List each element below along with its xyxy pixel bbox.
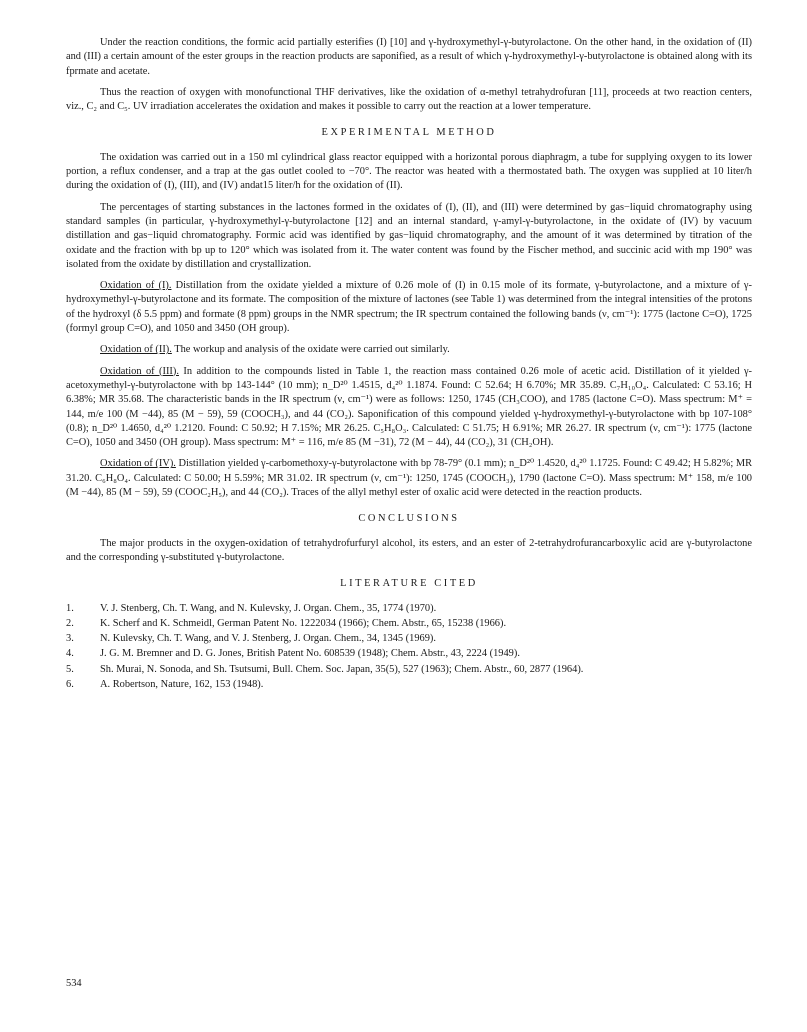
conclusions-heading: CONCLUSIONS [358, 513, 460, 525]
procedure-lead: Oxidation of (II). [100, 344, 172, 356]
document-page [66, 36, 752, 693]
reference-item [66, 647, 752, 661]
procedure-oxidation-iv [66, 457, 752, 500]
reference-number: 4. [66, 648, 74, 660]
procedure-lead: Oxidation of (I). [100, 280, 172, 292]
reference-item [66, 663, 752, 677]
reference-item [66, 678, 752, 692]
experimental-paragraph-1: The oxidation was carried out in a 150 ml cylindrical glass reactor equipped with a horizontal porous diaphragm, a tube for supplying oxygen to its lower portion, a reflux condenser, and a trap at the gas outlet cooled to −70°. The reactor was heated with a thermostated bath. The oxygen was supplied at 10 liter/h during the oxidation of (I), (III), and (IV) andat15 liter/h for the oxidation of (II). [66, 151, 752, 192]
reference-text: Sh. Murai, N. Sonoda, and Sh. Tsutsumi, Bull. Chem. Soc. Japan, 35(5), 527 (1963); Chem. Abstr., 60, 2877 (1964). [100, 663, 584, 675]
reference-number: 5. [66, 663, 74, 675]
reference-text: V. J. Stenberg, Ch. T. Wang, and N. Kulevsky, J. Organ. Chem., 35, 1774 (1970). [100, 602, 437, 614]
procedure-oxidation-ii [66, 343, 752, 357]
procedure-lead: Oxidation of (III). [100, 365, 179, 377]
reference-item [66, 632, 752, 646]
reference-text: N. Kulevsky, Ch. T. Wang, and V. J. Stenberg, J. Organ. Chem., 34, 1345 (1969). [100, 633, 436, 645]
intro-paragraph-2: Thus the reaction of oxygen with monofunctional THF derivatives, like the oxidation of α-methyl tetrahydrofuran [11], proceeds at two reaction centers, viz., C₂ and C₅. UV irradiation accelerates the oxidation and makes it possible to carry out the reaction at a lower temperature. [66, 86, 752, 113]
procedure-text: The workup and analysis of the oxidate were carried out similarly. [171, 344, 450, 356]
reference-list [66, 602, 752, 693]
reference-item [66, 617, 752, 631]
procedure-text: Distillation from the oxidate yielded a mixture of 0.26 mole of (I) in 0.15 mole of its formate, γ-butyrolactone, and a mixture of γ-hydroxymethyl-γ-butyrolactone and its formate. The composition of the mixture of lactones (see Table 1) was determined from the integral intensities of the protons of the hydroxyl (δ 5.5 ppm) and formate (8 ppm) groups in the NMR spectrum; the IR spectrum contained the following bands (ν, cm⁻¹): 1775 (lactone C=O), 1725 (formyl group C=O), and 1050 and 3450 (OH group). [66, 280, 752, 335]
reference-number: 2. [66, 617, 74, 629]
procedure-lead: Oxidation of (IV). [100, 458, 176, 470]
reference-number: 3. [66, 633, 74, 645]
procedure-oxidation-iii [66, 365, 752, 451]
experimental-paragraph-2: The percentages of starting substances in the lactones formed in the oxidates of (I), (II), and (III) were determined by gas−liquid chromatography using standard samples (in particular, γ-hydroxymethyl-γ-butyrolactone [12] and an internal standard, γ-amyl-γ-butyrolactone, in the oxidate of (IV) by vacuum distillation and gas−liquid chromatography. Formic acid was identified by gas−liquid chromatography, and the amount of it was determined by titration of the oxidate and the fraction with bp up to 120° which was isolated from it. The water content was found by the Fischer method, and succinic acid with mp 190° was isolated from the oxidate by distillation and crystallization. [66, 201, 752, 270]
reference-number: 6. [66, 678, 74, 690]
reference-text: J. G. M. Bremner and D. G. Jones, British Patent No. 608539 (1948); Chem. Abstr., 43, 2224 (1949). [100, 648, 520, 660]
page-number: 534 [66, 978, 82, 989]
reference-number: 1. [66, 602, 74, 614]
procedure-text: Distillation yielded γ-carbomethoxy-γ-butyrolactone with bp 78-79° (0.1 mm); n_D²⁰ 1.4520, d₄²⁰ 1.1725. Found: C 49.42; H 5.82%; MR 31.20. C₆H₈O₄. Calculated: C 50.00; H 5.59%; MR 31.02. IR spectrum (ν, cm⁻¹): 1250, 1745 (COOCH₃), 1790 (lactone C=O). Mass spectrum: M⁺ 158, m/e 100 (M −44), 85 (M − 59), 59 (COOC₂H₅), and 44 (CO₂). Traces of the allyl methyl ester of oxalic acid were detected in the reaction products. [66, 458, 752, 499]
experimental-heading: EXPERIMENTAL METHOD [321, 127, 497, 139]
procedure-text: In addition to the compounds listed in Table 1, the reaction mass contained 0.26 mole of acetic acid. Distillation of it yielded γ-acetoxymethyl-γ-butyrolactone with bp 143-144° (10 mm); n_D²⁰ 1.4515, d₄²⁰ 1.1874. Found: C 52.64; H 6.70%; MR 35.89. C₇H₁₀O₄. Calculated: C 53.16; H 6.38%; MR 35.68. The characteristic bands in the IR spectrum (ν, cm⁻¹) were as follows: 1250, 1745 (CH₃COO), and 1785 (lactone C=O). Mass spectrum: M⁺ = 144, m/e 100 (M −44), 85 (M − 59), 59 (COOCH₃), and 44 (CO₂). Saponification of this compound yielded γ-hydroxymethyl-γ-butyrolactone with bp 107-108° (0.8); n_D²⁰ 1.4650, d₄²⁰ 1.2120. Found: C 50.92; H 7.15%; MR 26.25. C₅H₈O₃. Calculated: C 51.75; H 6.91%; MR 26.27. IR spectrum (ν, cm⁻¹): 1775 (lactone C=O), 1050 and 3450 (OH group). Mass spectrum: M⁺ = 116, m/e 85 (M −31), 72 (M − 44), 44 (CO₂), 31 (CH₂OH). [66, 365, 752, 449]
reference-text: A. Robertson, Nature, 162, 153 (1948). [100, 678, 264, 690]
reference-text: K. Scherf and K. Schmeidl, German Patent No. 1222034 (1966); Chem. Abstr., 65, 15238 (1966). [100, 617, 507, 629]
conclusions-paragraph: The major products in the oxygen-oxidation of tetrahydrofurfuryl alcohol, its esters, and an ester of 2-tetrahydrofurancarboxylic acid are γ-butyrolactone and the corresponding γ-substituted γ-butyrolactone. [66, 537, 752, 563]
procedure-oxidation-i [66, 279, 752, 336]
reference-item [66, 602, 752, 616]
literature-heading: LITERATURE CITED [340, 578, 478, 590]
intro-paragraph-1: Under the reaction conditions, the formic acid partially esterifies (I) [10] and γ-hydroxymethyl-γ-butyrolactone. On the other hand, in the oxidation of (II) and (III) a certain amount of the ester groups in the reaction products are saponified, as a result of which γ-hydroxymethyl-γ-butyrolactone is obtained along with its fprmate and acetate. [66, 37, 752, 77]
